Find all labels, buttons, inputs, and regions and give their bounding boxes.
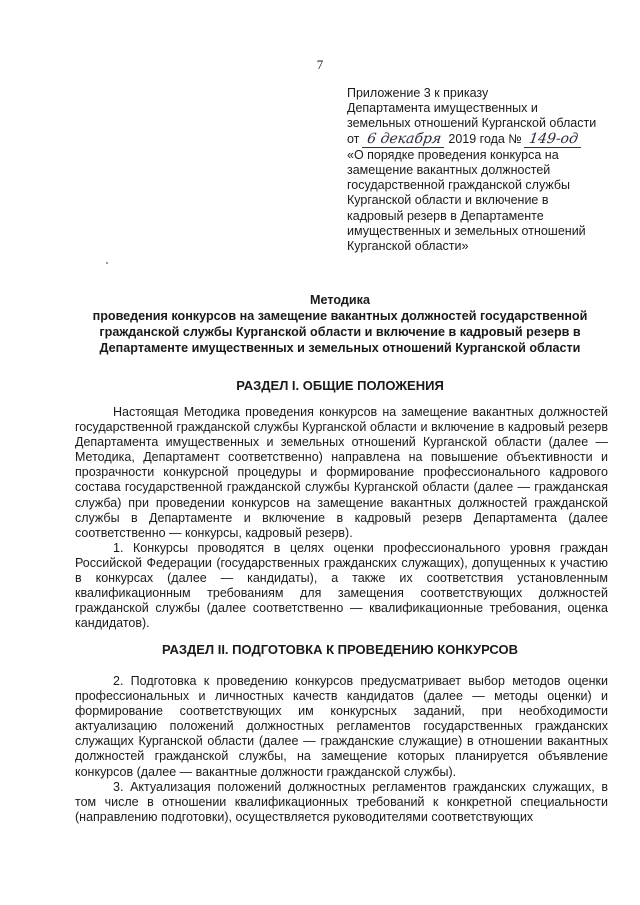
paragraph: Настоящая Методика проведения конкурсов на замещение вакантных должностей государственной гражданской службы Курганской области и включение в кадровый резерв Департамента имущественных и земельных отношений Курганской области (далее — Методика, Департамент соответственно) направлена на повышение объективности и прозрачности конкурсной процедуры и формирование профессионального кадрового состава государственной гражданской службы Курганской области (далее — гражданская служба) при проведении конкурсов на замещение вакантных должностей гражданской службы в Департаменте и включение в кадровый резерв Департамента (далее соответственно — конкурсы, кадровый резерв).: [75, 405, 608, 540]
appendix-line: Приложение 3 к приказу: [347, 86, 489, 100]
paragraph: 3. Актуализация положений должностных регламентов гражданских служащих, в том числе в отношении квалификационных требований к конкретной специальности (направлению подготовки), осуществляется руководителями соответствующих: [75, 779, 608, 824]
handwritten-date: 6 декабря: [362, 132, 446, 148]
page-number: 7: [316, 57, 324, 72]
order-title-line: Курганской области и включение в: [347, 193, 549, 208]
from-label: от: [347, 131, 360, 146]
section-2-heading: РАЗДЕЛ II. ПОДГОТОВКА К ПРОВЕДЕНИЮ КОНКУРСОВ: [161, 642, 518, 657]
paragraph: 1. Конкурсы проводятся в целях оценки профессионального уровня граждан Российской Федерации (государственных гражданских служащих), допущенных к участию в конкурсах (далее — кандидаты), а также их соответствия установленным квалификационным требованиям для замещения соответствующих должностей гражданской службы (далее соответственно — квалификационные требования, оценка кандидатов).: [75, 540, 608, 631]
order-title-line: «О порядке проведения конкурса на: [347, 147, 559, 162]
year-text: 2019 года №: [448, 131, 522, 146]
order-title-line: Курганской области»: [347, 239, 469, 254]
order-title-line: кадровый резерв в Департаменте: [347, 208, 544, 223]
appendix-line: земельных отношений Курганской области: [347, 116, 597, 131]
scan-speck: [106, 262, 108, 264]
appendix-header: [347, 86, 617, 254]
document-title-heading: Методика: [310, 293, 370, 307]
section-1-body: [75, 405, 608, 631]
document-title-line: Департаменте имущественных и земельных отношений Курганской области: [99, 341, 581, 355]
section-2-body: [75, 674, 608, 825]
appendix-line: Департамента имущественных и: [347, 101, 538, 116]
order-title-line: имущественных и земельных отношений: [347, 223, 586, 238]
document-title: [60, 292, 620, 356]
document-title-line: гражданской службы Курганской области и включение в кадровый резерв в: [99, 325, 581, 339]
paragraph: 2. Подготовка к проведению конкурсов предусматривает выбор методов оценки профессиональных и личностных качеств кандидатов (далее — методы оценки) и формирование соответствующих им конкурсных заданий, при необходимости актуализацию положений должностных регламентов государственных гражданских служащих Курганской области (далее — гражданские служащие) в отношении вакантных должностей гражданской службы, на замещение которых планируется объявление конкурсов (далее — вакантные должности гражданской службы).: [75, 674, 608, 779]
document-title-line: проведения конкурсов на замещение вакантных должностей государственной: [92, 309, 588, 323]
order-title-line: государственной гражданской службы: [347, 178, 570, 193]
order-title-line: замещение вакантных должностей: [347, 163, 551, 178]
handwritten-order-number: 149-од: [524, 132, 583, 148]
section-1-heading: РАЗДЕЛ I. ОБЩИЕ ПОЛОЖЕНИЯ: [236, 378, 444, 393]
order-date-number-line: [347, 132, 617, 148]
